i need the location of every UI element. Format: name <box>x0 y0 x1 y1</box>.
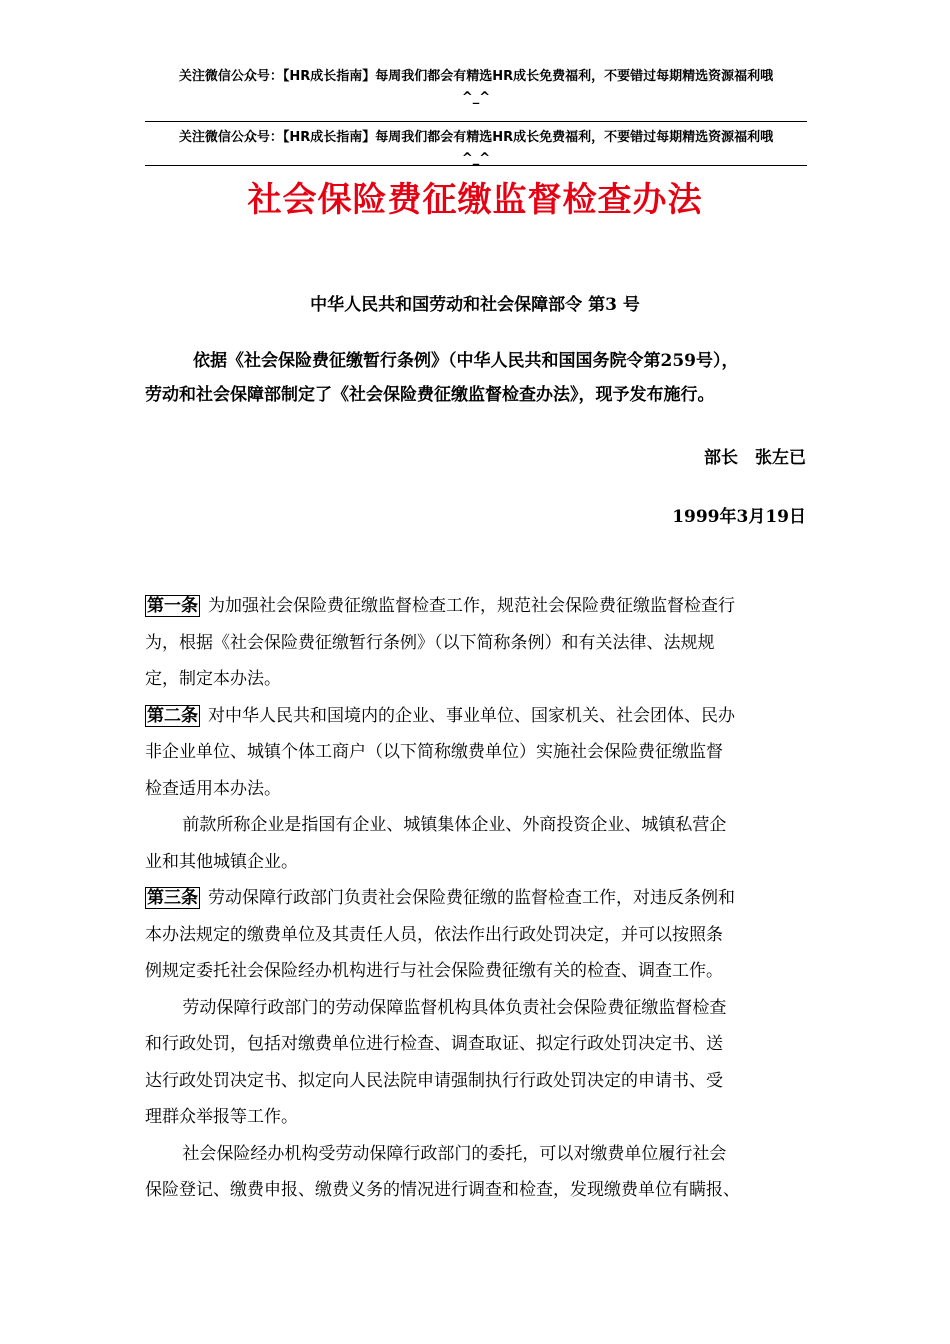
decree-line-1: 依据《社会保险费征缴暂行条例》（中华人民共和国国务院令第259号）， <box>193 351 739 371</box>
article-text: 劳动保障行政部门的劳动保障监督机构具体负责社会保险费征缴监督检查 <box>182 997 727 1018</box>
banner-line-2: ^_^ <box>461 151 491 166</box>
article-text: 和行政处罚，包括对缴费单位进行检查、调查取证、拟定行政处罚决定书、送 <box>145 1034 723 1054</box>
article-text: 理群众举报等工作。 <box>145 1107 298 1127</box>
minister-signature: 部长 张左已 <box>704 448 806 468</box>
article-3 <box>145 880 807 1209</box>
article-text: 本办法规定的缴费单位及其责任人员，依法作出行政处罚决定，并可以按照条 <box>145 924 723 945</box>
article-label: 第二条 <box>147 705 198 726</box>
article-label: 第一条 <box>147 596 198 616</box>
issue-date: 1999年3月19日 <box>672 507 806 527</box>
article-text: 非企业单位、城镇个体工商户（以下简称缴费单位）实施社会保险费征缴监督 <box>145 742 723 762</box>
article-text: 为，根据《社会保险费征缴暂行条例》（以下简称条例）和有关法律、法规规 <box>145 632 715 653</box>
decree-statement <box>145 344 807 412</box>
banner-line-2: ^_^ <box>461 90 491 105</box>
article-text: 为加强社会保险费征缴监督检查工作，规范社会保险费征缴监督检查行 <box>208 596 735 616</box>
article-text: 业和其他城镇企业。 <box>145 851 298 872</box>
articles-body <box>145 588 807 1209</box>
banner-line-1: 关注微信公众号：【HR成长指南】每周我们都会有精选HR成长免费福利，不要错过每期精选资源福利哦 <box>178 69 774 84</box>
article-text: 例规定委托社会保险经办机构进行与社会保险费征缴有关的检查、调查工作。 <box>145 961 723 981</box>
article-text: 达行政处罚决定书、拟定向人民法院申请强制执行行政处罚决定的申请书、受 <box>145 1070 723 1091</box>
article-text: 保险登记、缴费申报、缴费义务的情况进行调查和检查，发现缴费单位有瞒报、 <box>145 1180 740 1200</box>
document-title: 社会保险费征缴监督检查办法 <box>247 180 703 220</box>
divider <box>145 121 807 122</box>
article-text: 劳动保障行政部门负责社会保险费征缴的监督检查工作，对违反条例和 <box>208 888 735 908</box>
banner-line-1: 关注微信公众号：【HR成长指南】每周我们都会有精选HR成长免费福利，不要错过每期精选资源福利哦 <box>178 130 774 145</box>
article-text: 对中华人民共和国境内的企业、事业单位、国家机关、社会团体、民办 <box>208 705 735 726</box>
article-2 <box>145 698 807 881</box>
article-text: 检查适用本办法。 <box>145 778 281 799</box>
article-text: 前款所称企业是指国有企业、城镇集体企业、外商投资企业、城镇私营企 <box>182 815 727 835</box>
order-number: 中华人民共和国劳动和社会保障部令 第3 号 <box>310 295 640 315</box>
article-text: 社会保险经办机构受劳动保障行政部门的委托，可以对缴费单位履行社会 <box>182 1143 727 1164</box>
article-1 <box>145 588 807 698</box>
wechat-banner <box>145 66 807 108</box>
article-label: 第三条 <box>147 888 198 908</box>
article-text: 定，制定本办法。 <box>145 669 281 689</box>
wechat-banner-repeat <box>145 127 807 169</box>
decree-line-2: 劳动和社会保障部制定了《社会保险费征缴监督检查办法》，现予发布施行。 <box>145 385 715 405</box>
divider <box>145 165 807 166</box>
